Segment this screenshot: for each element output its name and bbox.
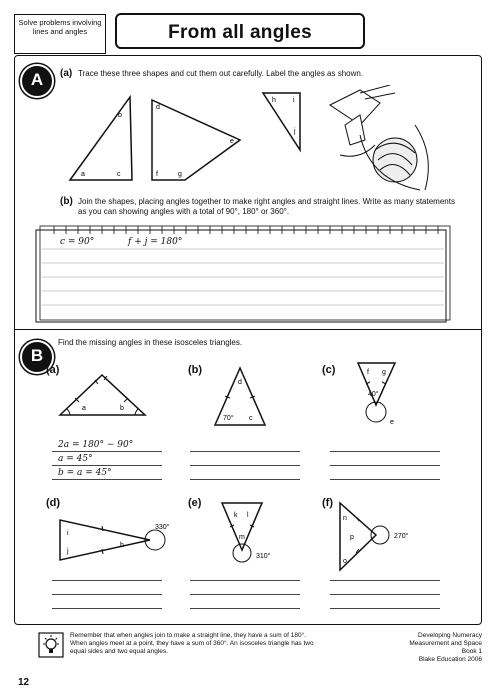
part-b-instruction: Join the shapes, placing angles together to make right angles and straight lines. Write as many statements as you can showing angles with a total of 90°, 180° or 360°. bbox=[78, 197, 455, 216]
answer-line[interactable] bbox=[190, 580, 300, 581]
part-b-label: (b) bbox=[60, 196, 73, 207]
answer-line[interactable] bbox=[190, 465, 300, 466]
problem-e-label: (e) bbox=[188, 497, 202, 509]
problem-b-label: (b) bbox=[188, 364, 203, 376]
angle-j: j bbox=[67, 548, 69, 555]
answer-line[interactable] bbox=[330, 451, 440, 452]
angle-270: 270° bbox=[394, 533, 409, 540]
book-series: Developing Numeracy bbox=[418, 632, 482, 639]
answer-line[interactable] bbox=[52, 451, 162, 452]
angle-g: g bbox=[382, 369, 386, 376]
triangle-d bbox=[60, 520, 150, 560]
notepad-example-2: f + j = 180° bbox=[128, 237, 183, 247]
publisher: Blake Education 2006 bbox=[418, 656, 482, 663]
angle-f: f bbox=[367, 369, 369, 376]
answer-line[interactable] bbox=[330, 479, 440, 480]
angle-330: 330° bbox=[155, 524, 170, 531]
angle-40: 40° bbox=[368, 391, 379, 398]
angle-p: p bbox=[350, 534, 354, 541]
child-cutting-illustration bbox=[330, 85, 428, 190]
worked-step-3: b = a = 45° bbox=[58, 468, 112, 478]
shape-label-e: e bbox=[230, 138, 234, 145]
angle-circle-f bbox=[371, 526, 389, 544]
topic-tag: Solve problems involving lines and angles bbox=[14, 14, 106, 54]
answer-line[interactable] bbox=[330, 608, 440, 609]
angle-m: m bbox=[239, 534, 245, 541]
angle-c: c bbox=[249, 415, 253, 422]
section-b-instruction: Find the missing angles in these isosceles triangles. bbox=[58, 338, 243, 347]
shape-label-f: f bbox=[156, 171, 158, 178]
answer-line[interactable] bbox=[190, 594, 300, 595]
answer-line[interactable] bbox=[52, 580, 162, 581]
shape-label-j: j bbox=[294, 128, 296, 135]
answer-line[interactable] bbox=[52, 465, 162, 466]
tip-text: Remember that when angles join to make a straight line, they have a sum of 180°. When angles meet at a point, they have a sum of 360°. An isosceles triangle has two equal sides and two equal angles. bbox=[70, 632, 314, 655]
shape-quadrilateral bbox=[152, 100, 240, 180]
answer-line[interactable] bbox=[190, 479, 300, 480]
angle-e: e bbox=[390, 419, 394, 426]
section-b-badge: B bbox=[20, 340, 54, 374]
shape-label-g: g bbox=[178, 171, 182, 178]
worked-step-1: 2a = 180° − 90° bbox=[58, 440, 134, 450]
angle-o: o bbox=[343, 558, 347, 565]
angle-a: a bbox=[82, 405, 86, 412]
angle-n: n bbox=[343, 515, 347, 522]
part-a-instruction: Trace these three shapes and cut them out carefully. Label the angles as shown. bbox=[78, 69, 364, 78]
section-a-shapes bbox=[60, 85, 490, 195]
row2-triangles bbox=[40, 495, 460, 575]
answer-line[interactable] bbox=[330, 594, 440, 595]
notepad bbox=[34, 222, 454, 327]
section-a-badge: A bbox=[20, 64, 54, 98]
angle-h: h bbox=[120, 542, 124, 549]
answer-line[interactable] bbox=[190, 608, 300, 609]
worked-step-2: a = 45° bbox=[58, 454, 93, 464]
shape-label-h: h bbox=[272, 97, 276, 104]
angle-i: i bbox=[67, 530, 69, 537]
answer-line[interactable] bbox=[52, 479, 162, 480]
part-a-label: (a) bbox=[60, 68, 73, 79]
answer-line[interactable] bbox=[52, 608, 162, 609]
angle-circle-e bbox=[233, 544, 251, 562]
page-title: From all angles bbox=[115, 13, 365, 49]
triangle-e bbox=[222, 503, 262, 550]
angle-d: d bbox=[238, 379, 242, 386]
book-topic: Measurement and Space bbox=[409, 640, 482, 647]
book-number: Book 1 bbox=[461, 648, 482, 655]
section-divider bbox=[14, 329, 482, 330]
angle-b: b bbox=[120, 405, 124, 412]
shape-label-b: b bbox=[118, 112, 122, 119]
shape-label-i: i bbox=[293, 97, 295, 104]
notepad-example-1: c = 90° bbox=[60, 237, 95, 247]
answer-line[interactable] bbox=[330, 465, 440, 466]
shape-label-a: a bbox=[81, 171, 85, 178]
angle-70: 70° bbox=[223, 415, 234, 422]
angle-l: l bbox=[247, 512, 249, 519]
problem-f-label: (f) bbox=[322, 497, 333, 509]
shape-triangle-1 bbox=[70, 97, 132, 180]
triangle-a bbox=[60, 375, 145, 415]
triangle-c bbox=[358, 363, 395, 405]
shape-label-c: c bbox=[117, 171, 121, 178]
problem-d-label: (d) bbox=[46, 497, 61, 509]
shape-label-d: d bbox=[156, 104, 160, 111]
problem-c-label: (c) bbox=[322, 364, 336, 376]
angle-310: 310° bbox=[256, 553, 271, 560]
answer-line[interactable] bbox=[52, 594, 162, 595]
answer-line[interactable] bbox=[190, 451, 300, 452]
problem-a-label: (a) bbox=[46, 364, 60, 376]
answer-line[interactable] bbox=[330, 580, 440, 581]
angle-k: k bbox=[234, 512, 238, 519]
lightbulb-icon bbox=[38, 632, 64, 658]
page-number: 12 bbox=[18, 677, 30, 688]
